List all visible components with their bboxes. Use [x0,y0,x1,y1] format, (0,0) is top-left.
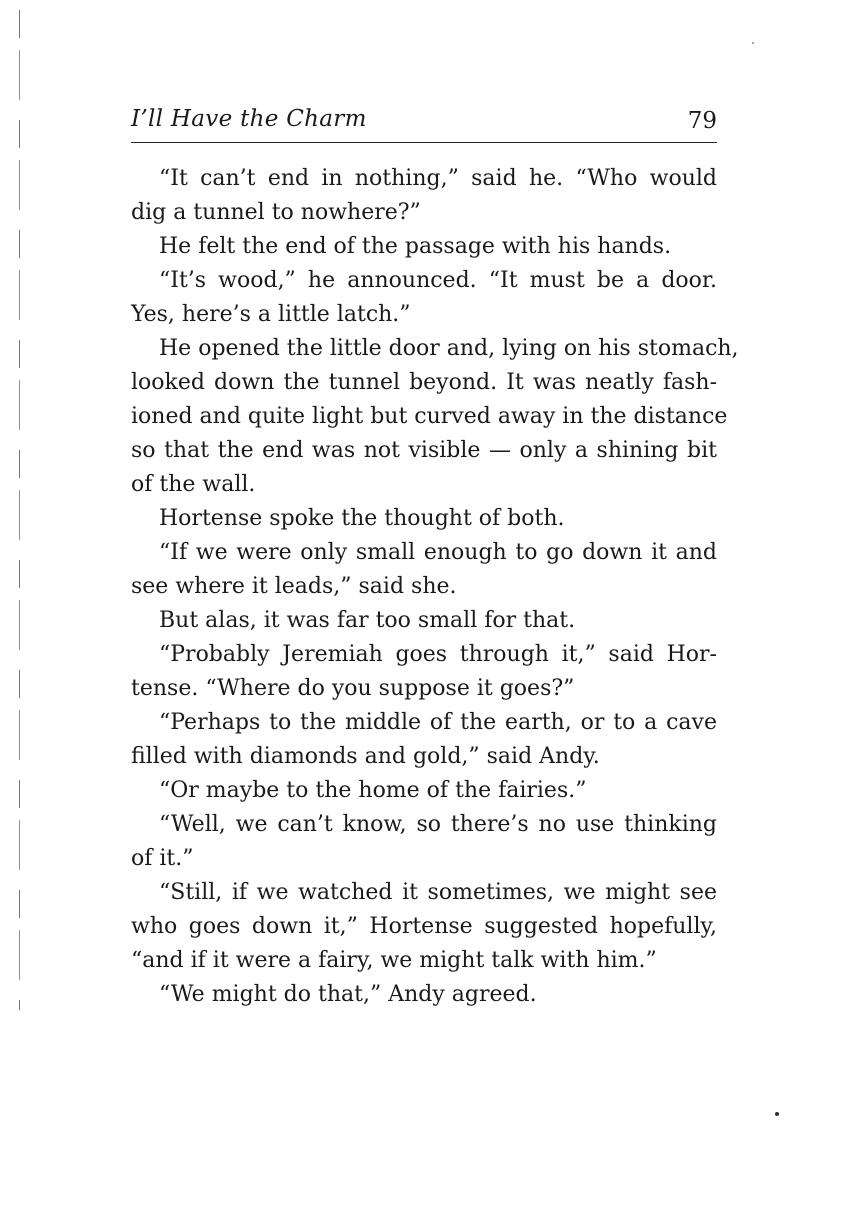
text-line: He felt the end of the passage with his hands. [159,234,672,259]
text-line: dig a tunnel to nowhere?” [131,200,421,225]
text-line: Hortense spoke the thought of both. [159,506,565,531]
text-line: “Or maybe to the home of the fairies.” [159,778,587,803]
text-line: of the wall. [131,472,256,497]
text-line: But alas, it was far too small for that. [159,608,576,633]
text-line: who goes down it,” Hortense suggested hopefully, [131,914,717,939]
text-line: “We might do that,” Andy agreed. [159,982,537,1007]
text-line: see where it leads,” said she. [131,574,457,599]
text-line: “Probably Jeremiah goes through it,” said Hor- [159,642,717,667]
scan-speck [752,42,754,44]
text-line: filled with diamonds and gold,” said Andy. [131,744,600,769]
text-line: “If we were only small enough to go down it and [159,540,717,565]
text-line: “It’s wood,” he announced. “It must be a door. [159,268,717,293]
text-line: looked down the tunnel beyond. It was neatly fash- [131,370,717,395]
text-line: “Still, if we watched it sometimes, we might see [159,880,717,905]
running-head-title: I’ll Have the Charm [131,106,367,132]
body-text [131,162,739,1012]
text-line: ioned and quite light but curved away in the distance [131,404,728,429]
text-line: He opened the little door and, lying on his stomach, [159,336,739,361]
text-line: tense. “Where do you suppose it goes?” [131,676,575,701]
text-line: Yes, here’s a little latch.” [131,302,411,327]
text-line: “It can’t end in nothing,” said he. “Who would [159,166,717,191]
page-number: 79 [687,108,717,134]
running-header [131,104,717,143]
text-line: “and if it were a fairy, we might talk with him.” [131,948,657,973]
scan-speck [775,1112,779,1116]
text-line: “Well, we can’t know, so there’s no use thinking [159,812,717,837]
text-line: so that the end was not visible — only a shining bit [131,438,717,463]
text-line: “Perhaps to the middle of the earth, or to a cave [159,710,717,735]
text-line: of it.” [131,846,194,871]
scan-edge-line [19,10,20,1010]
